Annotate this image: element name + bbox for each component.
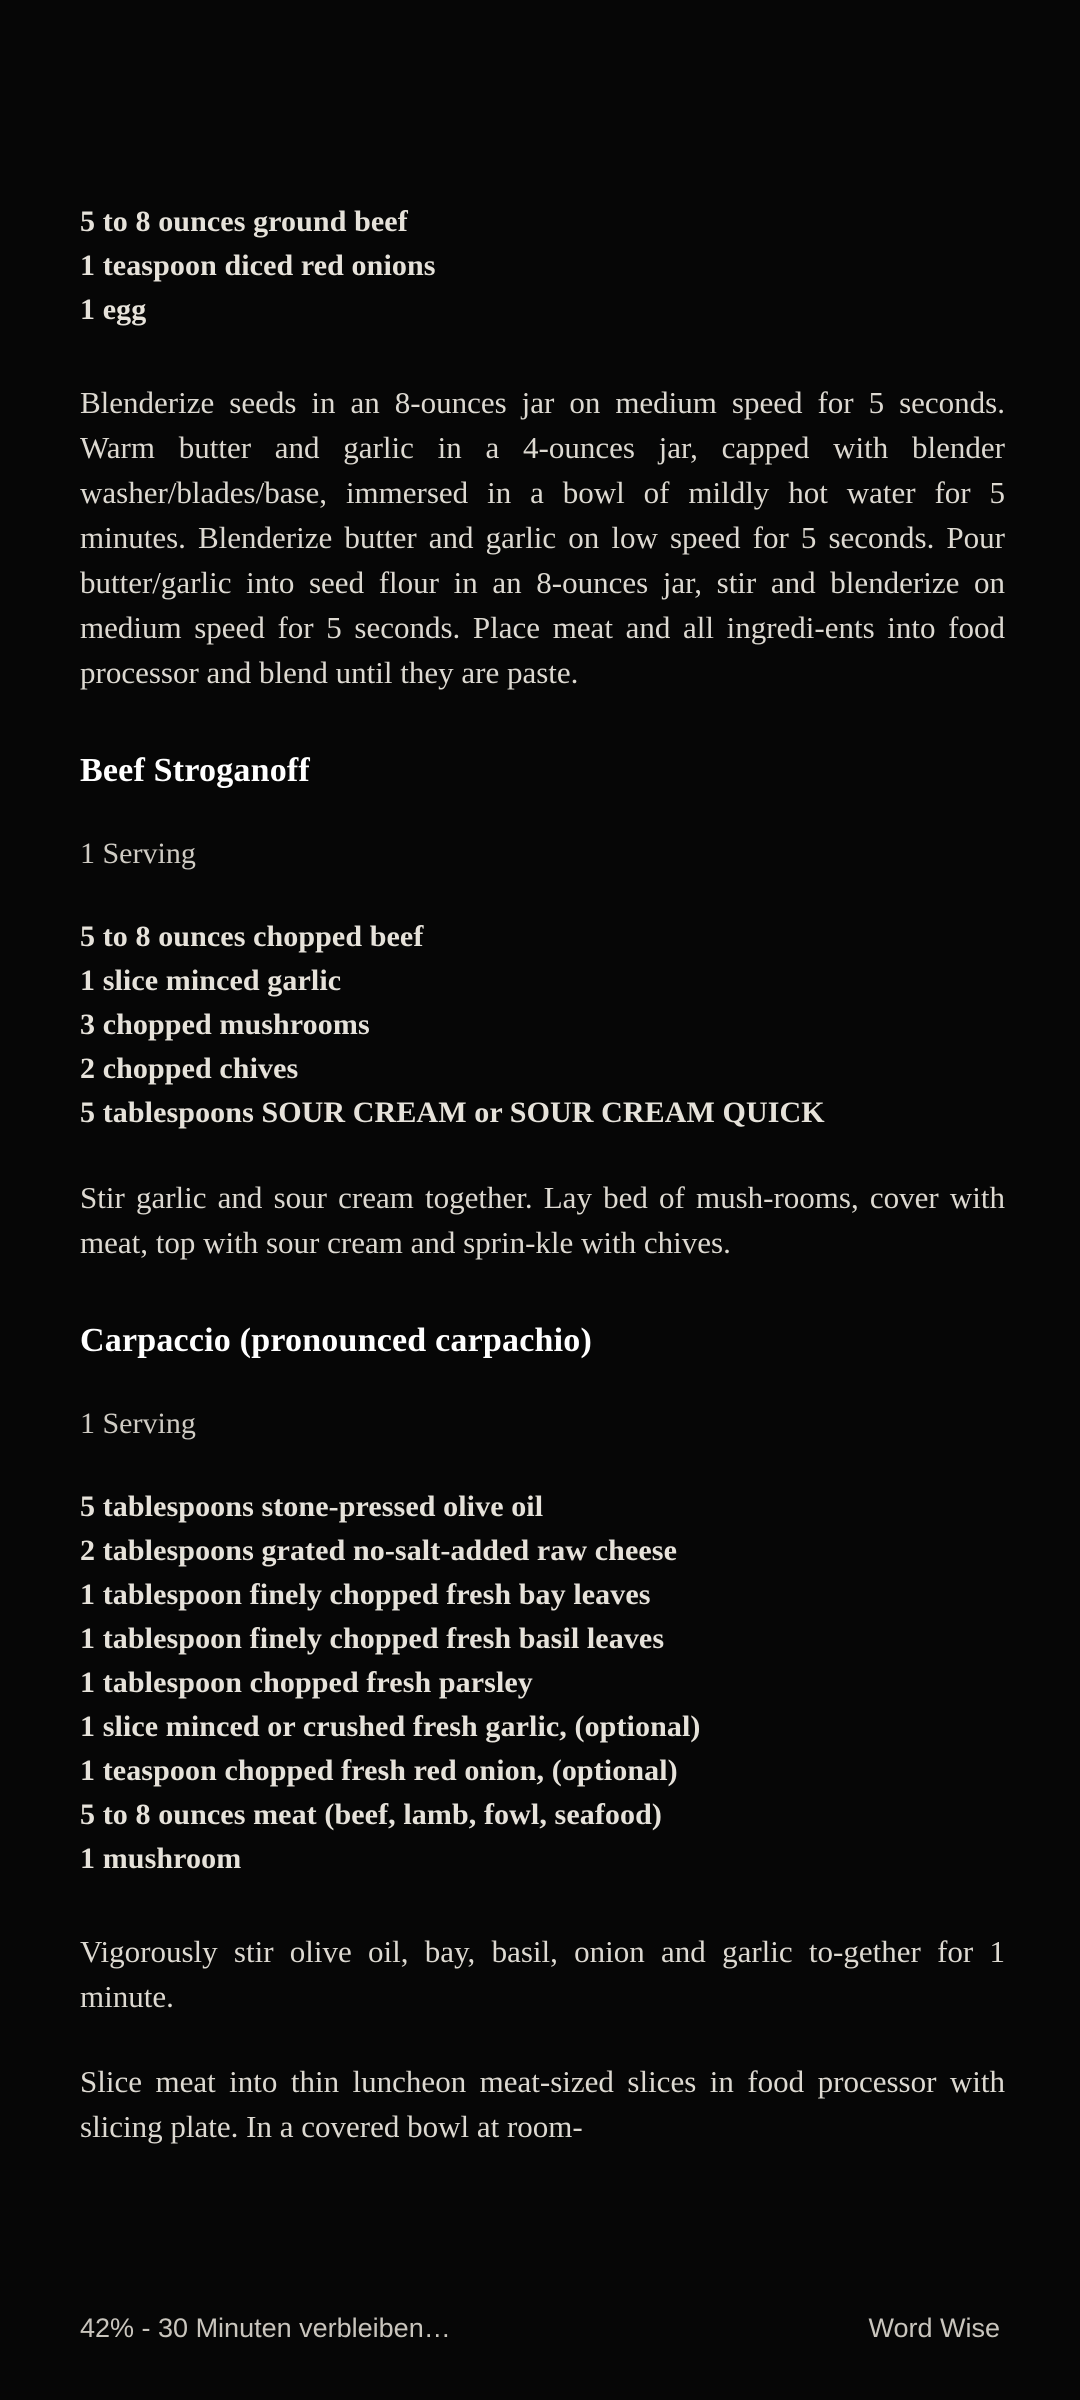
ingredient-list-stroganoff — [80, 915, 1005, 1135]
recipe-title-carpaccio: Carpaccio (pronounced carpachio) — [80, 1322, 592, 1359]
spacer — [80, 793, 1005, 833]
list-item: 5 to 8 ounces meat (beef, lamb, fowl, seafood) — [80, 1798, 663, 1831]
list-item: 5 to 8 ounces chopped beef — [80, 920, 424, 953]
list-item: 3 chopped mushrooms — [80, 1008, 370, 1041]
list-item: 1 slice minced garlic — [80, 964, 342, 997]
list-item: 1 tablespoon finely chopped fresh bay leaves — [80, 1578, 651, 1611]
spacer — [80, 1363, 1005, 1403]
list-item: 5 tablespoons SOUR CREAM or SOUR CREAM QUICK — [80, 1096, 825, 1129]
paragraph-carpaccio-method-1: Vigorously stir olive oil, bay, basil, onion and garlic to-gether for 1 minute. — [80, 1934, 1005, 2014]
reader-footer — [80, 2313, 1000, 2344]
list-item: 1 slice minced or crushed fresh garlic, (optional) — [80, 1710, 701, 1743]
paragraph-carpaccio-method-2: Slice meat into thin luncheon meat-sized slices in food processor with slicing plate. In a covered bowl at room- — [80, 2064, 1005, 2144]
spacer — [80, 1445, 1005, 1485]
servings-carpaccio: 1 Serving — [80, 1407, 196, 1440]
spacer — [80, 1135, 1005, 1175]
word-wise-toggle[interactable]: Word Wise — [868, 2313, 1000, 2343]
spacer — [80, 695, 1005, 749]
list-item: 2 tablespoons grated no-salt-added raw cheese — [80, 1534, 677, 1567]
list-item: 5 to 8 ounces ground beef — [80, 205, 408, 238]
document-content — [80, 200, 1005, 2149]
recipe-title-stroganoff: Beef Stroganoff — [80, 752, 310, 789]
ingredient-list-meatloaf — [80, 200, 1005, 332]
list-item: 1 teaspoon chopped fresh red onion, (optional) — [80, 1754, 678, 1787]
spacer — [80, 2019, 1005, 2059]
spacer — [80, 1881, 1005, 1929]
paragraph-stroganoff-method: Stir garlic and sour cream together. Lay bed of mush-rooms, cover with meat, top with sour cream and sprin-kle with chives. — [80, 1180, 1005, 1260]
list-item: 5 tablespoons stone-pressed olive oil — [80, 1490, 544, 1523]
list-item: 1 tablespoon finely chopped fresh basil leaves — [80, 1622, 665, 1655]
list-item: 1 teaspoon diced red onions — [80, 249, 436, 282]
spacer — [80, 875, 1005, 915]
list-item: 1 egg — [80, 293, 147, 326]
ingredient-list-carpaccio — [80, 1485, 1005, 1881]
list-item: 1 tablespoon chopped fresh parsley — [80, 1666, 533, 1699]
list-item: 1 mushroom — [80, 1842, 242, 1875]
paragraph-meatloaf-method: Blenderize seeds in an 8-ounces jar on medium speed for 5 seconds. Warm butter and garlic in a 4-ounces jar, capped with blender washer/blades/base, immersed in a bowl of mildly hot water for 5 minutes. Blenderize butter and garlic on low speed for 5 seconds. Pour butter/garlic into seed flour in an 8-ounces jar, stir and blenderize on medium speed for 5 seconds. Place meat and all ingredi-ents into food processor and blend until they are paste. — [80, 385, 1005, 690]
servings-stroganoff: 1 Serving — [80, 837, 196, 870]
spacer — [80, 1265, 1005, 1319]
reading-progress-label[interactable]: 42% - 30 Minuten verbleiben… — [80, 2313, 451, 2343]
list-item: 2 chopped chives — [80, 1052, 299, 1085]
spacer — [80, 332, 1005, 380]
